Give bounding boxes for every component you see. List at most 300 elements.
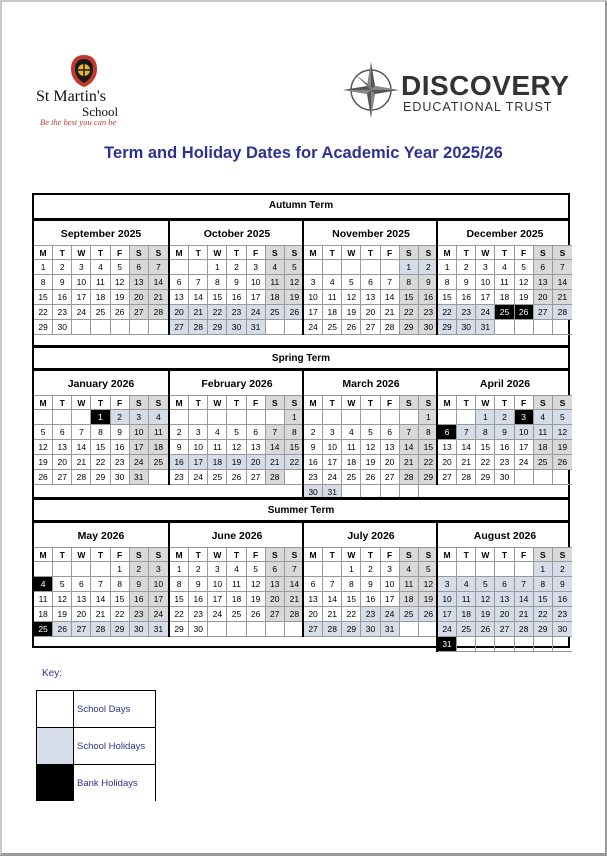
day-cell: 26 [227, 470, 246, 485]
empty-day-cell [323, 260, 342, 275]
day-header: T [91, 395, 110, 410]
empty-day-cell [438, 562, 457, 577]
day-cell: 13 [53, 440, 72, 455]
month-name: November 2025 [332, 228, 410, 240]
day-cell: 26 [476, 622, 495, 637]
day-header: W [72, 245, 91, 260]
day-cell: 23 [111, 455, 130, 470]
day-cell: 15 [342, 592, 361, 607]
day-cell: 1 [91, 410, 110, 425]
day-cell: 13 [534, 275, 553, 290]
day-cell: 16 [419, 290, 438, 305]
day-cell: 28 [381, 320, 400, 335]
day-cell: 14 [381, 290, 400, 305]
day-header: T [53, 395, 72, 410]
day-cell: 8 [34, 275, 53, 290]
day-cell: 1 [476, 410, 495, 425]
day-cell: 19 [515, 290, 534, 305]
day-cell: 13 [381, 440, 400, 455]
day-cell: 3 [149, 562, 168, 577]
day-cell: 28 [266, 470, 285, 485]
day-cell: 17 [438, 607, 457, 622]
day-cell: 31 [130, 470, 149, 485]
day-cell: 13 [438, 440, 457, 455]
day-cell: 3 [189, 425, 208, 440]
empty-day-cell [495, 562, 514, 577]
day-cell: 4 [534, 410, 553, 425]
day-header: M [170, 547, 189, 562]
day-cell: 2 [53, 260, 72, 275]
empty-day-cell [247, 622, 266, 637]
day-cell: 20 [304, 607, 323, 622]
day-cell: 24 [304, 320, 323, 335]
day-cell: 7 [72, 425, 91, 440]
page-title: Term and Holiday Dates for Academic Year 2025/26 [104, 144, 503, 162]
empty-day-cell [534, 470, 553, 485]
day-cell: 8 [170, 577, 189, 592]
day-cell: 27 [438, 470, 457, 485]
day-header: T [323, 395, 342, 410]
day-cell: 29 [534, 622, 553, 637]
day-cell: 27 [381, 470, 400, 485]
day-header: T [361, 245, 380, 260]
day-cell: 1 [111, 562, 130, 577]
day-cell: 3 [438, 577, 457, 592]
month-name: January 2026 [67, 378, 135, 390]
day-cell: 6 [170, 275, 189, 290]
day-cell: 15 [285, 440, 304, 455]
day-cell: 13 [495, 592, 514, 607]
day-cell: 7 [381, 275, 400, 290]
day-cell: 18 [34, 607, 53, 622]
empty-day-cell [553, 470, 572, 485]
day-cell: 29 [91, 470, 110, 485]
day-cell: 7 [553, 260, 572, 275]
day-cell: 17 [323, 455, 342, 470]
empty-day-cell [266, 622, 285, 637]
day-cell: 23 [227, 305, 246, 320]
day-cell: 6 [247, 425, 266, 440]
empty-day-cell [247, 410, 266, 425]
empty-day-cell [400, 410, 419, 425]
empty-day-cell [189, 410, 208, 425]
day-cell: 24 [130, 455, 149, 470]
day-cell: 29 [476, 470, 495, 485]
day-cell: 19 [247, 592, 266, 607]
day-cell: 21 [285, 592, 304, 607]
day-cell: 20 [170, 305, 189, 320]
day-header: S [285, 395, 304, 410]
day-cell: 18 [91, 290, 110, 305]
day-cell: 28 [515, 622, 534, 637]
day-cell: 19 [111, 290, 130, 305]
day-cell: 5 [227, 425, 246, 440]
day-cell: 8 [419, 425, 438, 440]
day-header: T [91, 547, 110, 562]
day-cell: 11 [227, 577, 246, 592]
day-cell: 2 [227, 260, 246, 275]
day-cell: 7 [285, 562, 304, 577]
day-cell: 3 [208, 562, 227, 577]
day-cell: 17 [381, 592, 400, 607]
day-cell: 29 [438, 320, 457, 335]
day-cell: 11 [534, 425, 553, 440]
day-header: F [381, 547, 400, 562]
day-header: F [111, 245, 130, 260]
day-cell: 2 [361, 562, 380, 577]
month-calendar [34, 523, 168, 637]
day-cell: 8 [91, 425, 110, 440]
day-cell: 4 [400, 562, 419, 577]
day-cell: 5 [342, 275, 361, 290]
day-cell: 10 [130, 425, 149, 440]
day-cell: 6 [495, 577, 514, 592]
day-cell: 3 [304, 275, 323, 290]
day-cell: 27 [170, 320, 189, 335]
day-header: S [130, 395, 149, 410]
day-cell: 27 [304, 622, 323, 637]
day-cell: 20 [72, 607, 91, 622]
day-cell: 23 [304, 470, 323, 485]
month-grid [304, 395, 438, 500]
day-cell: 16 [227, 290, 246, 305]
day-cell: 28 [149, 305, 168, 320]
day-cell: 14 [515, 592, 534, 607]
empty-day-cell [515, 637, 534, 652]
day-header: M [34, 395, 53, 410]
day-header: S [130, 547, 149, 562]
empty-day-cell [72, 562, 91, 577]
day-cell: 8 [534, 577, 553, 592]
month-calendar [168, 523, 304, 637]
day-cell: 2 [189, 562, 208, 577]
day-cell: 30 [457, 320, 476, 335]
school-word: School [82, 104, 119, 119]
empty-day-cell [323, 410, 342, 425]
day-header: W [342, 245, 361, 260]
day-cell: 9 [170, 440, 189, 455]
day-cell: 20 [266, 592, 285, 607]
day-cell: 27 [361, 320, 380, 335]
day-header: W [72, 547, 91, 562]
day-cell: 21 [400, 455, 419, 470]
day-cell: 13 [266, 577, 285, 592]
day-cell: 9 [53, 275, 72, 290]
day-cell: 28 [457, 470, 476, 485]
day-cell: 17 [476, 290, 495, 305]
day-cell: 2 [553, 562, 572, 577]
day-cell: 29 [400, 320, 419, 335]
day-cell: 20 [534, 290, 553, 305]
day-cell: 13 [170, 290, 189, 305]
day-cell: 6 [130, 260, 149, 275]
day-cell: 17 [208, 592, 227, 607]
day-cell: 16 [457, 290, 476, 305]
day-cell: 5 [515, 260, 534, 275]
day-cell: 17 [515, 440, 534, 455]
day-header: T [91, 245, 110, 260]
day-cell: 29 [170, 622, 189, 637]
day-cell: 24 [438, 622, 457, 637]
day-header: S [534, 547, 553, 562]
key-swatch-bank-holidays [37, 765, 74, 801]
empty-day-cell [342, 260, 361, 275]
day-header: T [323, 547, 342, 562]
empty-day-cell [515, 470, 534, 485]
day-cell: 18 [342, 455, 361, 470]
day-header: S [400, 547, 419, 562]
day-header: F [111, 395, 130, 410]
day-header: S [419, 395, 438, 410]
day-cell: 19 [361, 455, 380, 470]
day-cell: 14 [457, 440, 476, 455]
day-cell: 26 [419, 607, 438, 622]
day-cell: 7 [457, 425, 476, 440]
day-cell: 31 [438, 637, 457, 652]
day-cell: 25 [91, 305, 110, 320]
day-header: M [438, 245, 457, 260]
day-header: T [495, 395, 514, 410]
day-cell: 6 [438, 425, 457, 440]
empty-day-cell [189, 260, 208, 275]
day-cell: 19 [53, 607, 72, 622]
day-cell: 20 [53, 455, 72, 470]
day-cell: 28 [189, 320, 208, 335]
day-cell: 15 [400, 290, 419, 305]
day-cell: 22 [170, 607, 189, 622]
day-cell: 17 [189, 455, 208, 470]
day-cell: 18 [457, 607, 476, 622]
day-cell: 31 [381, 622, 400, 637]
day-cell: 25 [534, 455, 553, 470]
day-cell: 3 [247, 260, 266, 275]
day-cell: 15 [34, 290, 53, 305]
day-cell: 5 [53, 577, 72, 592]
key-swatch-school-days [37, 691, 74, 727]
empty-day-cell [266, 410, 285, 425]
empty-day-cell [304, 410, 323, 425]
day-header: T [323, 245, 342, 260]
day-header: W [476, 547, 495, 562]
day-cell: 1 [34, 260, 53, 275]
empty-day-cell [53, 410, 72, 425]
day-cell: 22 [208, 305, 227, 320]
day-cell: 19 [419, 592, 438, 607]
day-cell: 21 [189, 305, 208, 320]
empty-day-cell [149, 470, 168, 485]
day-header: T [457, 395, 476, 410]
day-cell: 22 [438, 305, 457, 320]
day-header: F [381, 245, 400, 260]
day-cell: 22 [476, 455, 495, 470]
day-cell: 21 [515, 607, 534, 622]
day-cell: 5 [285, 260, 304, 275]
day-cell: 5 [476, 577, 495, 592]
day-cell: 25 [323, 320, 342, 335]
month-calendar [168, 371, 304, 485]
day-cell: 1 [419, 410, 438, 425]
day-header: M [304, 395, 323, 410]
day-cell: 25 [457, 622, 476, 637]
day-cell: 14 [72, 440, 91, 455]
empty-day-cell [381, 410, 400, 425]
month-name: June 2026 [211, 530, 263, 542]
day-cell: 6 [381, 425, 400, 440]
day-cell: 21 [323, 607, 342, 622]
day-cell: 16 [170, 455, 189, 470]
day-cell: 14 [91, 592, 110, 607]
empty-day-cell [457, 637, 476, 652]
day-cell: 12 [247, 577, 266, 592]
day-cell: 23 [361, 607, 380, 622]
key-row-school-holidays [37, 728, 155, 765]
day-cell: 20 [438, 455, 457, 470]
day-cell: 1 [285, 410, 304, 425]
empty-day-cell [170, 410, 189, 425]
day-cell: 29 [419, 470, 438, 485]
day-cell: 29 [342, 622, 361, 637]
day-cell: 31 [476, 320, 495, 335]
day-header: M [438, 395, 457, 410]
month-calendar [302, 523, 438, 637]
day-cell: 9 [361, 577, 380, 592]
month-calendar [34, 221, 168, 335]
day-cell: 8 [208, 275, 227, 290]
day-cell: 16 [130, 592, 149, 607]
day-cell: 12 [53, 592, 72, 607]
day-header: T [189, 547, 208, 562]
day-cell: 10 [438, 592, 457, 607]
month-calendar [436, 523, 572, 652]
day-cell: 17 [304, 305, 323, 320]
day-cell: 23 [170, 470, 189, 485]
day-cell: 28 [91, 622, 110, 637]
day-cell: 30 [553, 622, 572, 637]
day-cell: 19 [227, 455, 246, 470]
day-header: F [247, 547, 266, 562]
day-cell: 7 [515, 577, 534, 592]
month-calendar [436, 221, 572, 335]
trust-subtitle: EDUCATIONAL TRUST [403, 100, 553, 114]
day-cell: 26 [342, 320, 361, 335]
empty-day-cell [534, 320, 553, 335]
empty-day-cell [53, 562, 72, 577]
day-cell: 15 [208, 290, 227, 305]
day-header: T [495, 245, 514, 260]
day-header: T [495, 547, 514, 562]
month-name: July 2026 [347, 530, 395, 542]
day-cell: 15 [91, 440, 110, 455]
day-cell: 3 [515, 410, 534, 425]
day-header: M [34, 245, 53, 260]
empty-day-cell [323, 562, 342, 577]
day-header: W [342, 395, 361, 410]
day-header: W [476, 395, 495, 410]
day-cell: 21 [457, 455, 476, 470]
day-cell: 6 [361, 275, 380, 290]
day-cell: 9 [457, 275, 476, 290]
day-cell: 12 [34, 440, 53, 455]
day-cell: 29 [111, 622, 130, 637]
day-cell: 9 [553, 577, 572, 592]
day-cell: 14 [400, 440, 419, 455]
month-grid [304, 245, 438, 335]
empty-day-cell [34, 562, 53, 577]
day-cell: 31 [149, 622, 168, 637]
empty-day-cell [495, 637, 514, 652]
empty-day-cell [208, 410, 227, 425]
day-cell: 10 [515, 425, 534, 440]
day-cell: 14 [189, 290, 208, 305]
day-header: M [304, 547, 323, 562]
day-cell: 15 [476, 440, 495, 455]
day-cell: 11 [342, 440, 361, 455]
day-cell: 14 [149, 275, 168, 290]
day-cell: 14 [266, 440, 285, 455]
day-cell: 9 [495, 425, 514, 440]
day-cell: 4 [91, 260, 110, 275]
day-cell: 11 [323, 290, 342, 305]
empty-day-cell [457, 410, 476, 425]
day-cell: 16 [361, 592, 380, 607]
day-cell: 6 [266, 562, 285, 577]
day-cell: 24 [208, 607, 227, 622]
day-header: W [208, 547, 227, 562]
day-cell: 2 [457, 260, 476, 275]
day-cell: 12 [419, 577, 438, 592]
day-header: M [170, 395, 189, 410]
day-header: T [53, 547, 72, 562]
month-name: April 2026 [479, 378, 531, 390]
day-cell: 9 [419, 275, 438, 290]
day-header: F [515, 547, 534, 562]
empty-day-cell [457, 562, 476, 577]
day-cell: 7 [149, 260, 168, 275]
day-cell: 23 [553, 607, 572, 622]
day-cell: 24 [72, 305, 91, 320]
day-cell: 3 [72, 260, 91, 275]
month-name: September 2025 [60, 228, 142, 240]
discovery-trust-logo [343, 62, 573, 126]
day-cell: 4 [495, 260, 514, 275]
day-cell: 28 [323, 622, 342, 637]
day-cell: 4 [342, 425, 361, 440]
month-calendar [168, 221, 304, 335]
day-cell: 13 [247, 440, 266, 455]
day-cell: 6 [53, 425, 72, 440]
day-cell: 7 [91, 577, 110, 592]
day-header: F [515, 245, 534, 260]
day-header: S [553, 245, 572, 260]
day-header: W [208, 245, 227, 260]
day-cell: 16 [553, 592, 572, 607]
day-cell: 19 [553, 440, 572, 455]
day-header: S [149, 245, 168, 260]
day-header: T [227, 547, 246, 562]
day-cell: 17 [247, 290, 266, 305]
day-cell: 1 [534, 562, 553, 577]
day-header: W [476, 245, 495, 260]
day-cell: 15 [111, 592, 130, 607]
day-cell: 28 [285, 607, 304, 622]
day-header: S [419, 547, 438, 562]
day-cell: 11 [495, 275, 514, 290]
day-header: F [111, 547, 130, 562]
empty-day-cell [91, 562, 110, 577]
day-header: T [189, 395, 208, 410]
day-cell: 23 [419, 305, 438, 320]
empty-day-cell [91, 320, 110, 335]
